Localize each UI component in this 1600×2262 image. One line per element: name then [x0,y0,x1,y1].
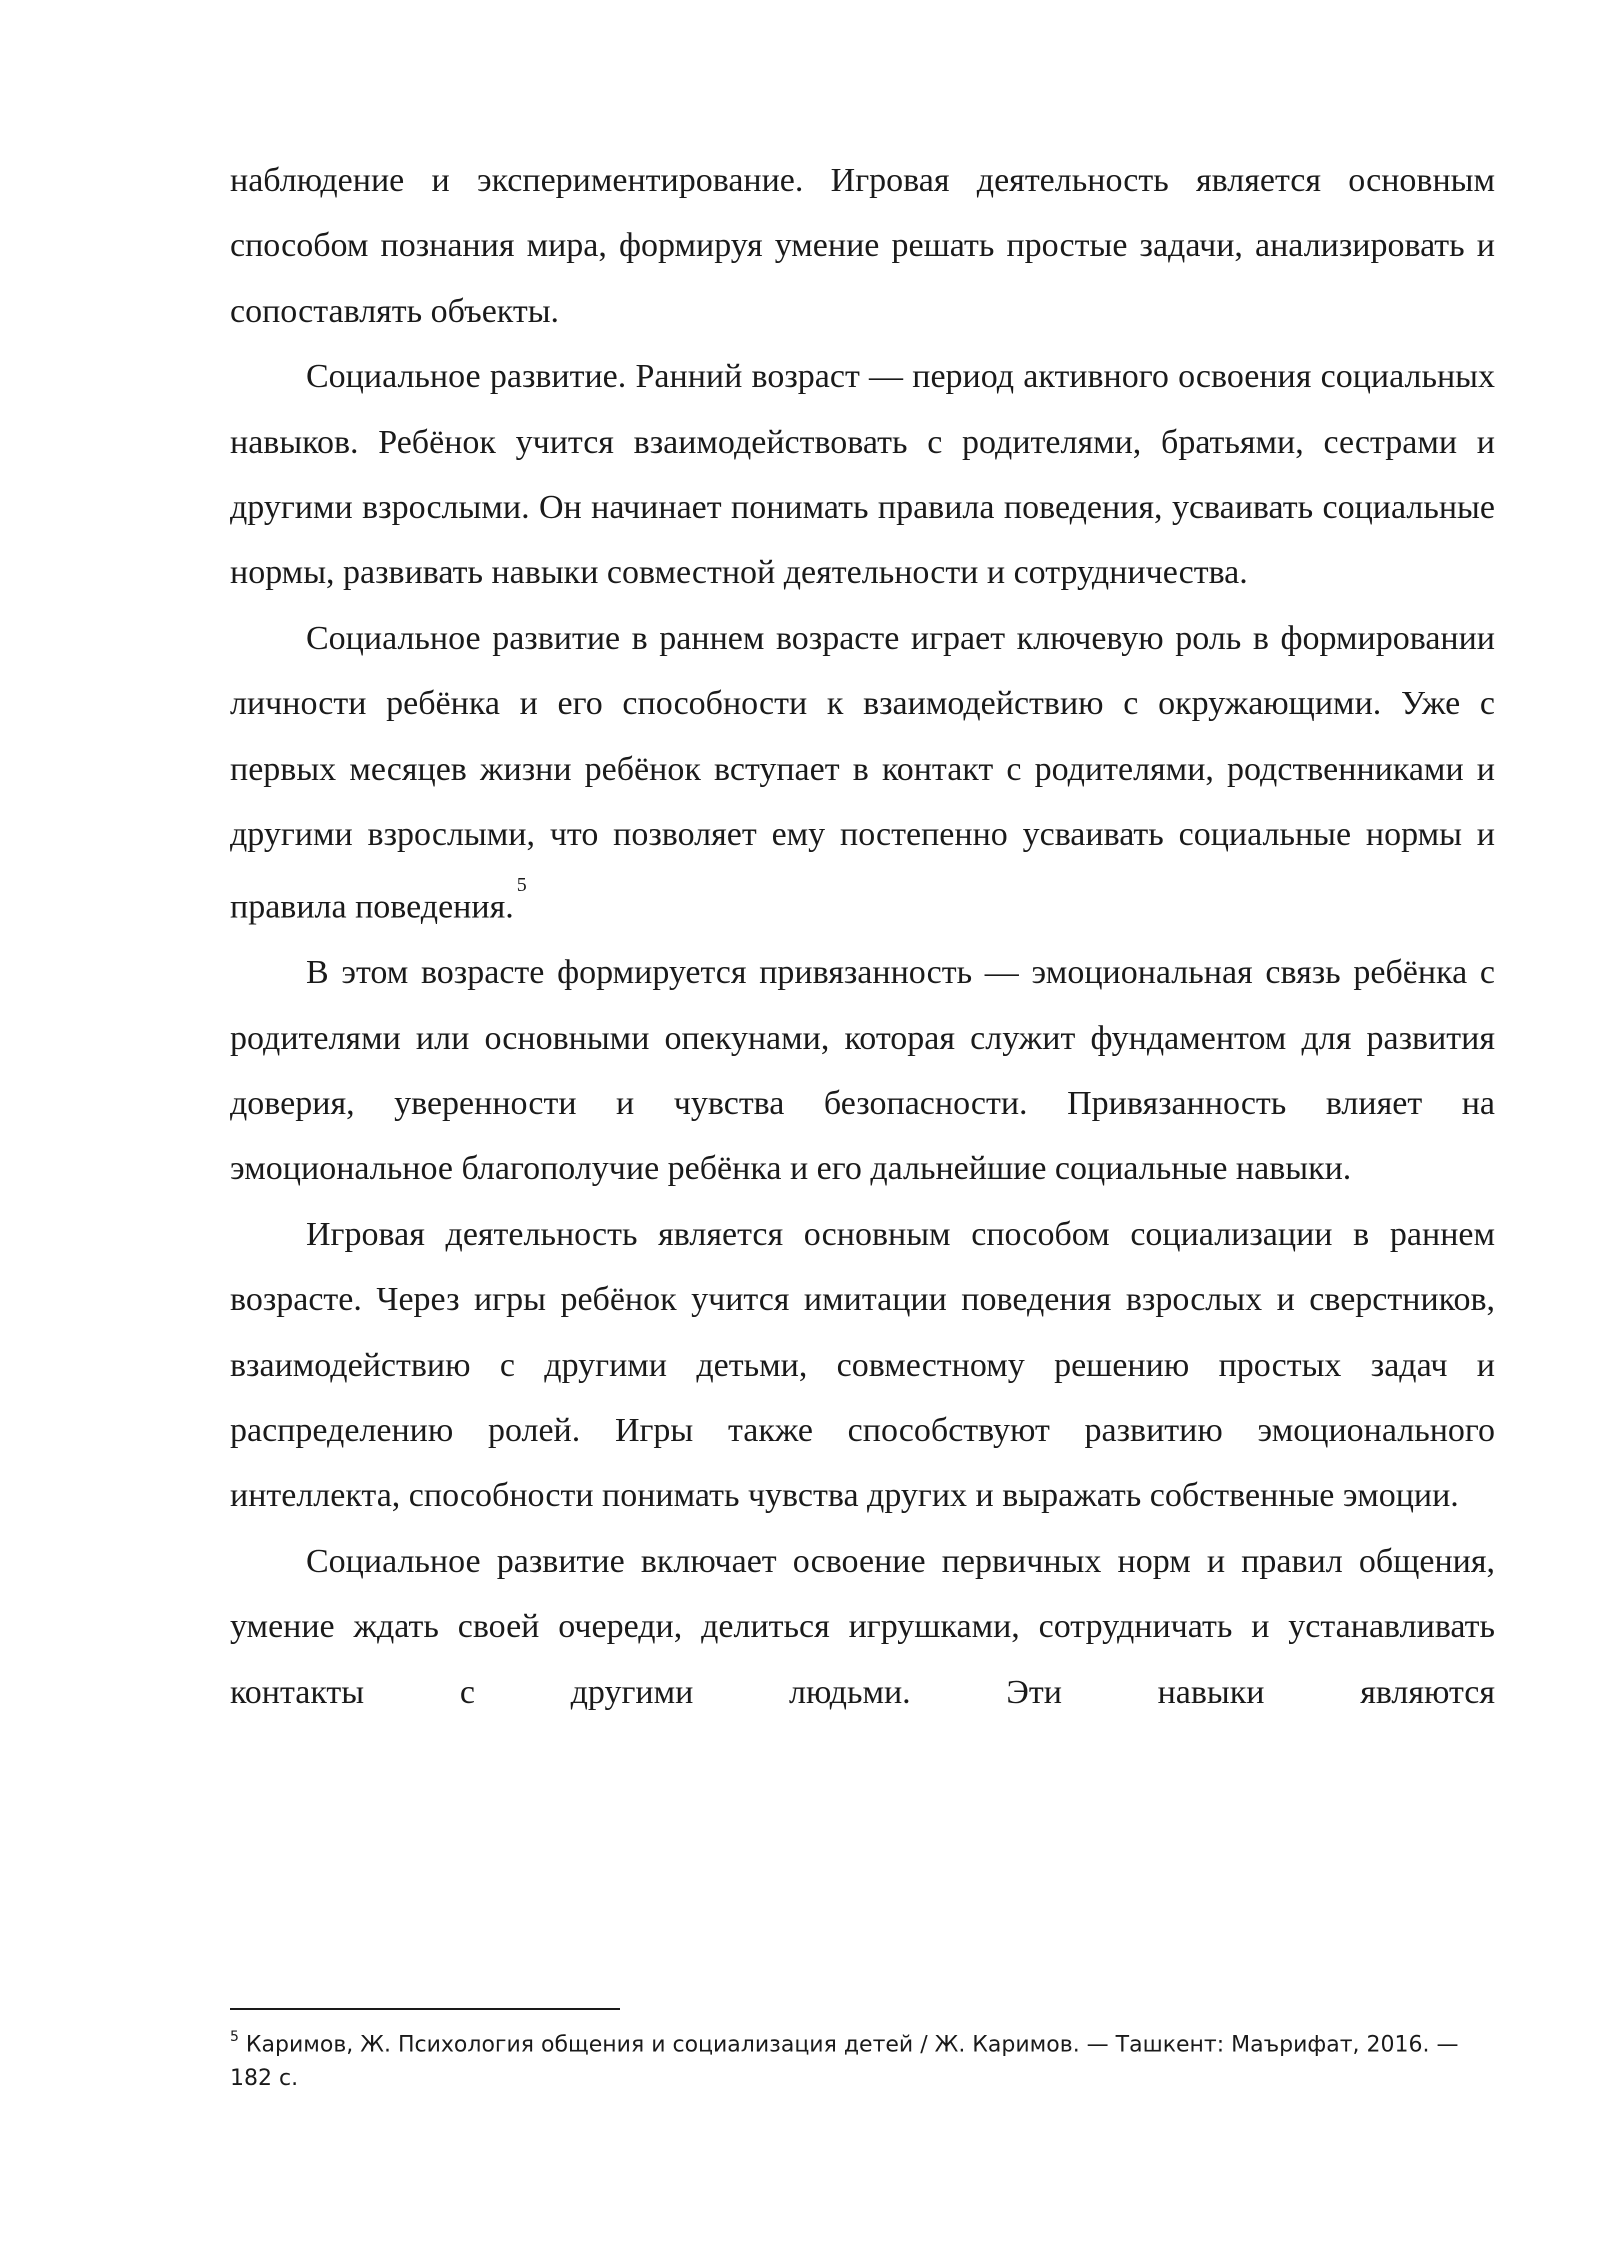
paragraph [230,940,1495,1202]
body-text [230,148,1495,1725]
paragraph-text: Социальное развитие. Ранний возраст — период активного освоения социальных навыков. Ребёнок учится взаимодействовать с родителями, братьями, сестрами и другими взрослыми. Он начинает понимать правила поведения, усваивать социальные нормы, развивать навыки совместной деятельности и сотрудничества. [230,358,1495,592]
paragraph [230,344,1495,606]
paragraph-text: Игровая деятельность является основным способом социализации в раннем возрасте. Через игры ребёнок учится имитации поведения взрослых и сверстников, взаимодействию с другими детьми, совместному решению простых задач и распределению ролей. Игры также способствуют развитию эмоционального интеллекта, способности понимать чувства других и выражать собственные эмоции. [230,1215,1495,1515]
paragraph-text: В этом возрасте формируется привязанность — эмоциональная связь ребёнка с родителями или основными опекунами, которая служит фундаментом для развития доверия, уверенности и чувства безопасности. Привязанность влияет на эмоциональное благополучие ребёнка и его дальнейшие социальные навыки. [230,954,1495,1188]
paragraph-text: Социальное развитие в раннем возрасте играет ключевую роль в формировании личности ребёнка и его способности к взаимодействию с окружающими. Уже с первых месяцев жизни ребёнок вступает в контакт с родителями, родственниками и другими взрослыми, что позволяет ему постепенно усваивать социальные нормы и правила поведения. [230,619,1495,926]
paragraph [230,606,1495,940]
paragraph-text: наблюдение и экспериментирование. Игровая деятельность является основным способом познания мира, формируя умение решать простые задачи, анализировать и сопоставлять объекты. [230,162,1495,330]
footnote [230,2022,1495,2096]
paragraph [230,148,1495,344]
footnote-separator [230,2008,620,2010]
footnote-number: 5 [230,2029,239,2045]
paragraph [230,1529,1495,1725]
footnote-text: Каримов, Ж. Психология общения и социализация детей / Ж. Каримов. — Ташкент: Маърифат, 2016. — 182 с. [230,2032,1459,2092]
paragraph-text: Социальное развитие включает освоение первичных норм и правил общения, умение ждать своей очереди, делиться игрушками, сотрудничать и устанавливать контакты с другими людьми. Эти навыки являются [230,1542,1495,1711]
footnote-reference[interactable]: 5 [516,874,527,897]
paragraph [230,1202,1495,1529]
